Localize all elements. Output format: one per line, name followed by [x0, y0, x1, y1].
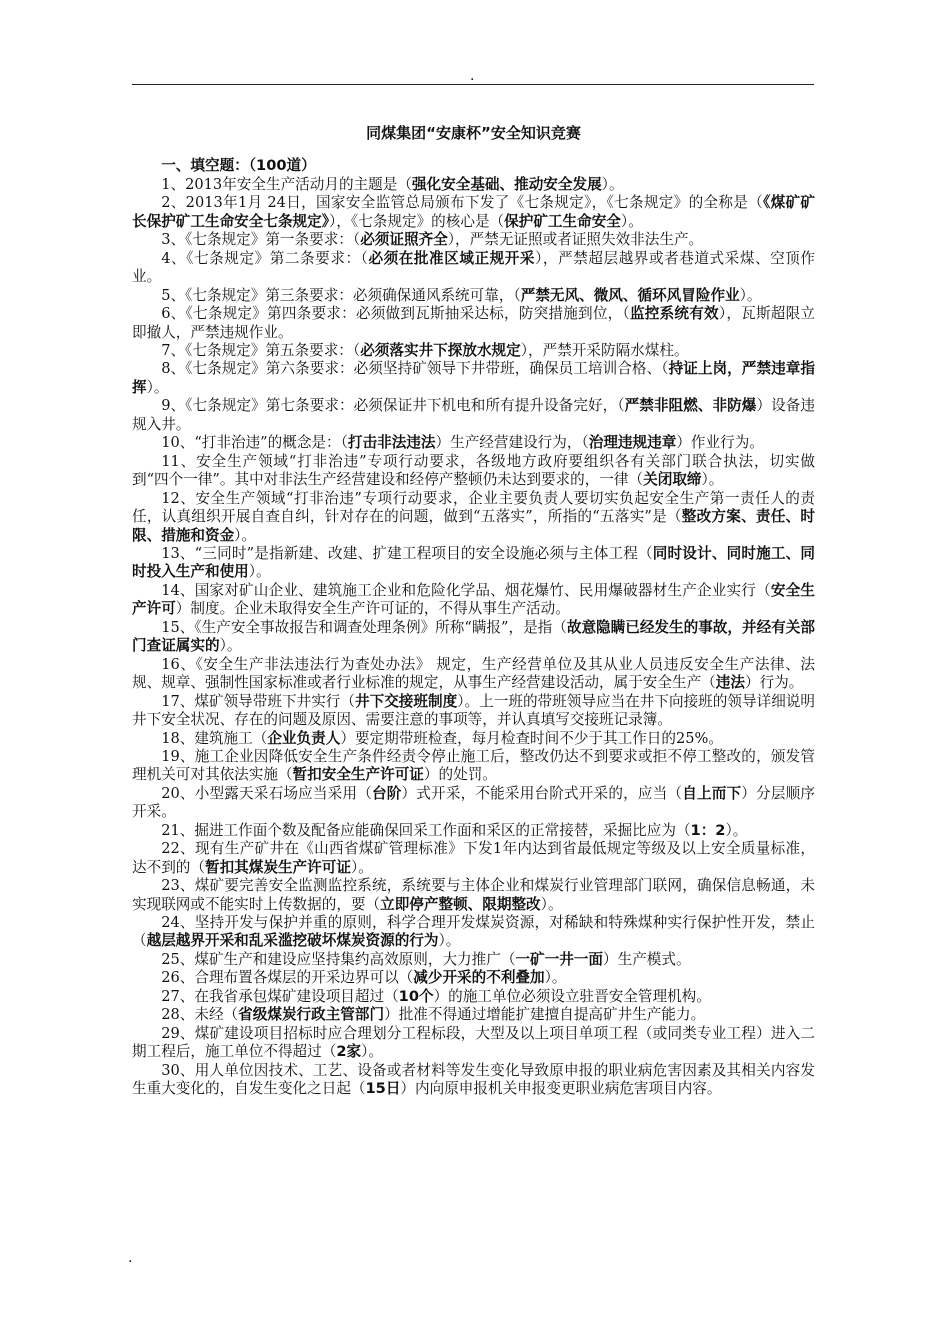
question-text: 4、《七条规定》第二条要求：（: [161, 249, 369, 267]
question-item: [132, 305, 815, 342]
question-item: [132, 822, 815, 840]
question-text: 18、建筑施工（: [161, 729, 268, 747]
question-text: ）。: [361, 1043, 383, 1061]
question-item: [132, 969, 815, 987]
question-text: 15、《生产安全事故报告和调查处理条例》所称“瞒报”，是指（: [161, 618, 567, 636]
question-text: 26、合理布置各煤层的开采边界可以（: [161, 969, 414, 987]
question-list: [132, 176, 815, 1099]
question-text: ），《七条规定》的核心是（: [329, 212, 505, 230]
question-item: [132, 490, 815, 545]
answer-text: 违法: [715, 674, 745, 692]
answer-text: 10个: [398, 987, 434, 1005]
question-text: ），瓦斯超限立即撤人，严禁违规作业。: [132, 305, 815, 341]
question-text: ）分层顺序开采。: [132, 784, 815, 821]
question-text: 9、《七条规定》第七条要求：必须保证井下机电和所有提升设备完好，（: [161, 397, 625, 415]
answer-text: 《煤矿矿长保护矿工生命安全七条规定》: [132, 194, 815, 230]
question-item: [132, 785, 815, 822]
question-item: [132, 545, 815, 582]
question-text: ）。: [725, 821, 748, 839]
answer-text: 必须在批准区域正规开采: [368, 249, 536, 267]
question-text: ）要定期带班检查，每月检查时间不少于其工作日的25%。: [340, 729, 724, 747]
question-text: 30、用人单位因技术、工艺、设备或者材料等发生变化导致原申报的职业病危害因素及其相关内容发生重大变化的，自发生变化之日起（: [132, 1061, 815, 1098]
question-text: 12、安全生产领域“打非治违”专项行动要求，企业主要负责人要切实负起安全生产第一责任人的责任，认真组织开展自查自纠，针对存在的问题，做到“五落实”，所指的“五落实”是（: [132, 489, 815, 526]
question-item: [132, 287, 815, 305]
question-text: 1、2013年安全生产活动月的主题是（: [161, 175, 412, 193]
question-text: 24、坚持开发与保护并重的原则，科学合理开发煤炭资源，对稀缺和特殊煤种实行保护性开发，禁止（: [132, 914, 815, 950]
question-text: ）。: [544, 969, 567, 987]
question-text: ），严禁开采防隔水煤柱。: [520, 341, 689, 359]
answer-text: 2家: [336, 1043, 362, 1061]
answer-text: 关闭取缔: [643, 471, 702, 489]
document-title: 同煤集团“安康杯”安全知识竞赛: [366, 124, 581, 142]
question-text: 25、煤矿生产和建设应坚持集约高效原则，大力推广（: [161, 950, 516, 968]
question-item: [132, 1062, 815, 1099]
answer-text: 省级煤炭行政主管部门: [238, 1006, 385, 1024]
question-text: 19、施工企业因降低安全生产条件经责令停止施工后，整改仍达不到要求或拒不停工整改的，颁发管理机关可对其依法实施（: [132, 747, 815, 784]
question-text: ）。: [540, 895, 563, 913]
question-text: 27、在我省承包煤矿建设项目超过（: [161, 987, 399, 1005]
footer-mark: .: [128, 1250, 133, 1266]
answer-text: 整改方案、责任、时限、措施和资金: [132, 508, 815, 544]
question-text: 28、未经（: [161, 1006, 239, 1024]
answer-text: 故意隐瞒已经发生的事故，并经有关部门查证属实的: [132, 618, 815, 655]
question-item: [132, 453, 815, 490]
question-text: 5、《七条规定》第三条要求：必须确保通风系统可靠，（: [161, 286, 521, 304]
answer-text: 暂扣其煤炭生产许可证: [204, 858, 351, 876]
question-text: ）行为。: [744, 674, 804, 692]
answer-text: 15日: [365, 1080, 401, 1098]
question-text: 6、《七条规定》第四条要求：必须做到瓦斯抽采达标，防突措施到位，（: [161, 305, 630, 323]
question-text: ）。: [350, 858, 373, 876]
answer-text: 强化安全基础、推动安全发展: [411, 175, 602, 193]
question-item: [132, 582, 815, 619]
answer-text: 打击非法违法: [347, 434, 436, 452]
answer-text: 井下交接班制度: [355, 692, 458, 710]
question-text: ）批准不得通过增能扩建擅自提高矿井生产能力。: [384, 1006, 706, 1024]
question-item: [132, 1006, 815, 1024]
answer-text: 必须落实井下探放水规定: [360, 341, 521, 359]
answer-text: 安全生产许可: [132, 581, 815, 618]
answer-text: 保护矿工生命安全: [504, 212, 621, 230]
question-text: ）的施工单位必须设立驻晋安全管理机构。: [433, 987, 711, 1005]
answer-text: 企业负责人: [267, 729, 341, 747]
question-item: [132, 434, 815, 452]
question-text: ）作业行为。: [676, 434, 764, 452]
question-text: 17、煤矿领导带班下井实行（: [161, 692, 355, 710]
question-item: [132, 951, 815, 969]
question-text: 29、煤矿建设项目招标时应合理划分工程标段，大型及以上项目单项工程（或同类专业工程）进入二期工程后，施工单位不得超过（: [132, 1024, 815, 1061]
answer-text: 治理违规违章: [588, 434, 677, 452]
question-text: 23、煤矿要完善安全监测监控系统，系统要与主体企业和煤炭行业管理部门联网，确保信息畅通，未实现联网或不能实时上传数据的，要（: [132, 877, 815, 913]
header-rule: [132, 84, 814, 85]
question-text: 3、《七条规定》第一条要求：（: [161, 231, 361, 249]
question-item: [132, 914, 815, 951]
question-text: 10、“打非治违”的概念是：（: [161, 434, 348, 452]
question-text: ）。: [219, 637, 242, 655]
question-text: 7、《七条规定》第五条要求：（: [161, 341, 361, 359]
answer-text: 一矿一井一面: [515, 950, 603, 968]
question-item: [132, 397, 815, 434]
question-text: ）。上一班的带班领导应当在井下向接班的领导详细说明井下安全状况、存在的问题及原因、需要注意的事项等，并认真填写交接班记录簿。: [132, 692, 815, 729]
question-text: ）。: [438, 932, 461, 950]
header-mark: .: [470, 68, 475, 84]
question-text: ）生产模式。: [603, 950, 691, 968]
question-text: 2、2013年1月 24日，国家安全监管总局颁布下发了《七条规定》，《七条规定》的全称是（: [161, 194, 764, 212]
question-item: [132, 360, 815, 397]
document-body: [132, 124, 815, 1099]
question-item: [132, 619, 815, 656]
question-text: ）式开采，不能采用台阶式开采的，应当（: [401, 784, 683, 802]
question-text: 20、小型露天采石场应当采用（: [161, 784, 372, 802]
question-item: [132, 250, 815, 287]
question-item: [132, 194, 815, 231]
answer-text: 台阶: [371, 784, 402, 802]
answer-text: 越层越界开采和乱采滥挖破坏煤炭资源的行为: [146, 932, 439, 950]
question-text: ）制度。企业未取得安全生产许可证的，不得从事生产活动。: [175, 600, 570, 618]
question-text: ）。: [701, 471, 724, 489]
answer-text: 严禁非阻燃、非防爆: [624, 397, 757, 415]
question-text: ）。: [620, 212, 643, 230]
question-text: 16、《安全生产非法违法行为查处办法》 规定，生产经营单位及其从业人员违反安全生产法律、法规、规章、强制性国家标准或者行业标准的规定，从事生产经营建设活动，属于安全生产（: [132, 655, 815, 692]
question-item: [132, 176, 815, 194]
question-text: ）内向原申报机关申报变更职业病危害项目内容。: [400, 1080, 722, 1098]
question-text: 8、《七条规定》第六条要求：必须坚持矿领导下井带班，确保员工培训合格、（: [161, 360, 669, 378]
question-text: 22、现有生产矿井在《山西省煤矿管理标准》下发1年内达到省最低规定等级及以上安全质量标准，达不到的（: [132, 840, 815, 876]
question-item: [132, 693, 815, 730]
question-item: [132, 877, 815, 914]
answer-text: 立即停产整顿、限期整改: [380, 895, 541, 913]
answer-text: 持证上岗，严禁违章指挥: [132, 360, 815, 396]
question-text: ）。: [601, 175, 624, 193]
answer-text: 同时设计、同时施工、同时投入生产和使用: [132, 544, 815, 581]
question-text: 14、国家对矿山企业、建筑施工企业和危险化学品、烟花爆竹、民用爆破器材生产企业实行（: [161, 581, 771, 599]
question-item: [132, 988, 815, 1006]
question-item: [132, 342, 815, 360]
question-item: [132, 1025, 815, 1062]
question-text: ），严禁无证照或者证照失效非法生产。: [447, 231, 704, 249]
question-text: ）。: [146, 378, 169, 396]
question-text: ）生产经营建设行为，（: [435, 434, 589, 452]
question-text: 13、“三同时”是指新建、改建、扩建工程项目的安全设施必须与主体工程（: [161, 544, 653, 562]
question-item: [132, 656, 815, 693]
answer-text: 暂扣安全生产许可证: [292, 766, 424, 784]
section-heading: 一、填空题：（100道）: [161, 157, 316, 175]
question-item: [132, 730, 815, 748]
question-text: ）的处罚。: [423, 766, 497, 784]
question-text: ）设备违规入井。: [132, 397, 815, 433]
question-text: 11、安全生产领域“打非治违”专项行动要求，各级地方政府要组织各有关部门联合执法，切实做到“四个一律”。其中对非法生产经营建设和经停产整顿仍未达到要求的，一律（: [132, 452, 815, 489]
answer-text: 监控系统有效: [629, 305, 719, 323]
question-text: ）。: [248, 563, 271, 581]
question-text: 21、掘进工作面个数及配备应能确保回采工作面和采区的正常接替，采掘比应为（: [161, 821, 691, 839]
answer-text: 自上而下: [682, 784, 742, 802]
answer-text: 减少开采的不利叠加: [413, 969, 545, 987]
question-text: ）。: [739, 286, 762, 304]
question-text: ）。: [234, 526, 257, 544]
answer-text: 必须证照齐全: [360, 231, 448, 249]
question-item: [132, 231, 815, 249]
answer-text: 1：2: [690, 821, 726, 839]
question-text: ），严禁超层越界或者巷道式采煤、空顶作业。: [132, 249, 815, 286]
question-item: [132, 748, 815, 785]
answer-text: 严禁无风、微风、循环风冒险作业: [520, 286, 740, 304]
question-item: [132, 840, 815, 877]
